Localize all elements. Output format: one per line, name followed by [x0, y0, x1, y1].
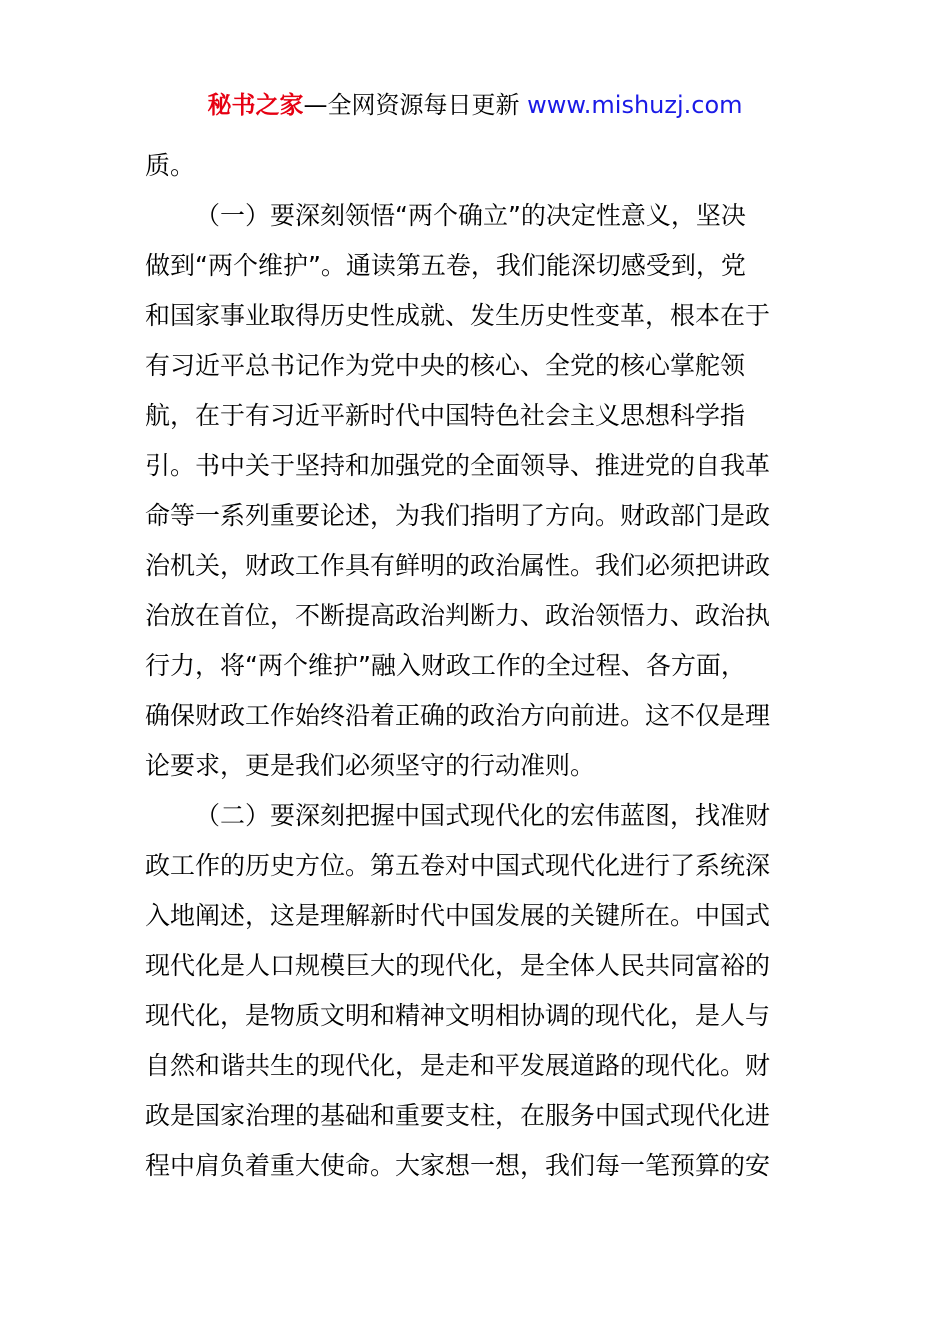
text-line: 治放在首位，不断提高政治判断力、政治领悟力、政治执: [145, 601, 771, 630]
text-line: 确保财政工作始终沿着正确的政治方向前进。这不仅是理: [145, 701, 771, 730]
brand-name: 秘书之家: [207, 91, 304, 119]
text-line: 程中肩负着重大使命。大家想一想，我们每一笔预算的安: [145, 1151, 771, 1180]
text-line: 论要求，更是我们必须坚守的行动准则。: [145, 751, 596, 780]
text-line: 引。书中关于坚持和加强党的全面领导、推进党的自我革: [145, 451, 771, 480]
text-line: 现代化，是物质文明和精神文明相协调的现代化，是人与: [145, 1001, 771, 1030]
site-url-link[interactable]: www.mishuzj.com: [527, 91, 743, 119]
document-body: [145, 141, 805, 1191]
text-line: 和国家事业取得历史性成就、发生历史性变革，根本在于: [145, 301, 771, 330]
text-line: （二）要深刻把握中国式现代化的宏伟蓝图，找准财: [195, 801, 771, 830]
text-line: 政是国家治理的基础和重要支柱，在服务中国式现代化进: [145, 1101, 771, 1130]
text-line: 自然和谐共生的现代化，是走和平发展道路的现代化。财: [145, 1051, 771, 1080]
text-line: （一）要深刻领悟“两个确立”的决定性意义，坚决: [195, 201, 746, 230]
text-line: 治机关，财政工作具有鲜明的政治属性。我们必须把讲政: [145, 551, 771, 580]
text-line: 有习近平总书记作为党中央的核心、全党的核心掌舵领: [145, 351, 746, 380]
text-line: 政工作的历史方位。第五卷对中国式现代化进行了系统深: [145, 851, 771, 880]
text-line: 行力，将“两个维护”融入财政工作的全过程、各方面，: [145, 651, 746, 680]
text-line: 现代化是人口规模巨大的现代化，是全体人民共同富裕的: [145, 951, 771, 980]
text-line: 入地阐述，这是理解新时代中国发展的关键所在。中国式: [145, 901, 771, 930]
text-line: 做到“两个维护”。通读第五卷，我们能深切感受到，党: [145, 251, 746, 280]
text-line: 航，在于有习近平新时代中国特色社会主义思想科学指: [145, 401, 746, 430]
text-line: 质。: [145, 151, 196, 180]
page-header: [0, 87, 950, 123]
header-tagline: —全网资源每日更新: [303, 91, 528, 119]
text-line: 命等一系列重要论述，为我们指明了方向。财政部门是政: [145, 501, 771, 530]
